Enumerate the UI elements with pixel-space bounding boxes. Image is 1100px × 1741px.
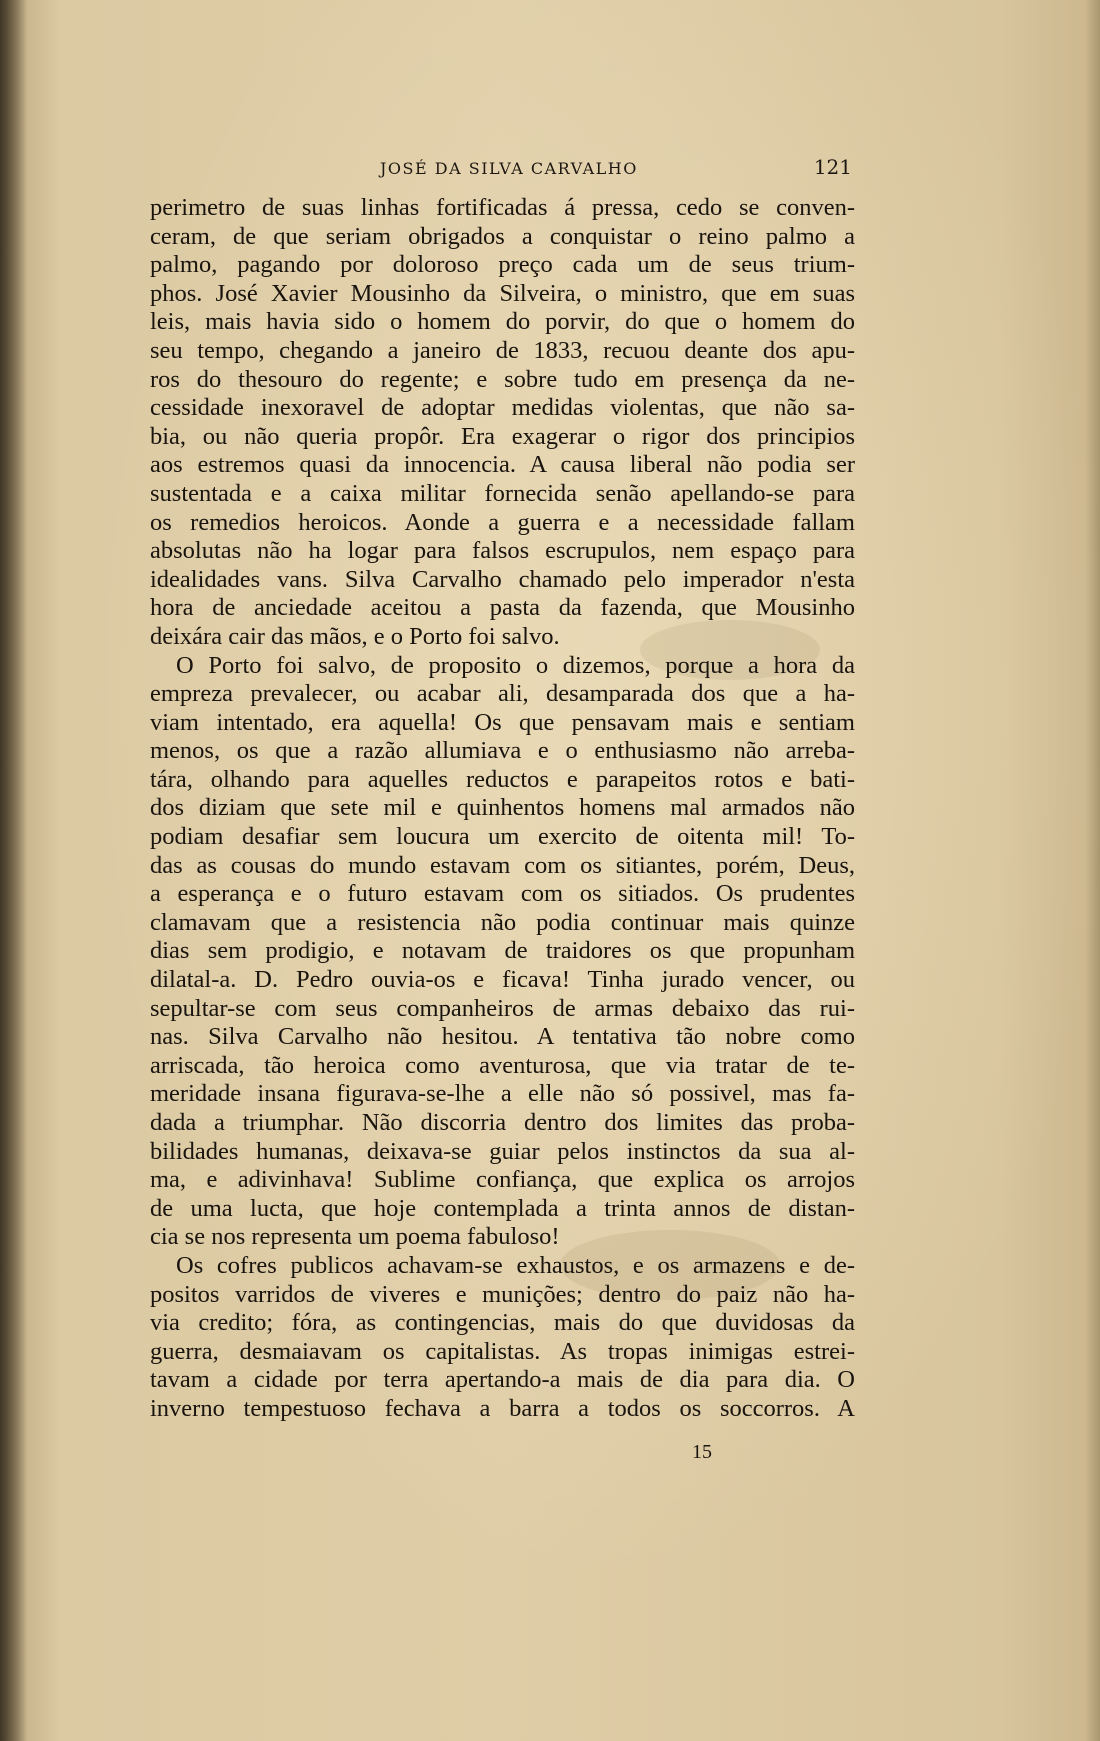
text-line: perimetro de suas linhas fortificadas á pressa, cedo se conven-	[150, 194, 855, 221]
spine-shadow	[0, 0, 28, 1741]
text-line: via credito; fóra, as contingencias, mais do que duvidosas da	[150, 1309, 855, 1337]
text-line: clamavam que a resistencia não podia continuar mais quinze	[150, 908, 855, 936]
text-line: seu tempo, chegando a janeiro de 1833, recuou deante dos apu-	[150, 336, 855, 364]
text-line: inverno tempestuoso fechava a barra a todos os soccorros. A	[150, 1394, 855, 1422]
text-line: dos diziam que sete mil e quinhentos homens mal armados não	[150, 794, 855, 822]
text-line: dias sem prodigio, e notavam de traidores os que propunham	[150, 937, 855, 965]
text-line: idealidades vans. Silva Carvalho chamado pelo imperador n'esta	[150, 565, 855, 593]
text-line: positos varridos de viveres e munições; dentro do paiz não ha-	[150, 1280, 855, 1308]
text-line: meridade insana figurava-se-lhe a elle não só possivel, mas fa-	[150, 1080, 855, 1108]
text-line: podiam desafiar sem loucura um exercito de oitenta mil! To-	[150, 823, 855, 851]
text-line: menos, os que a razão allumiava e o enthusiasmo não arreba-	[150, 737, 855, 765]
text-line: ma, e adivinhava! Sublime confiança, que explica os arrojos	[150, 1166, 855, 1194]
text-line: dada a triumphar. Não discorria dentro dos limites das proba-	[150, 1109, 855, 1136]
text-line: empreza prevalecer, ou acabar ali, desamparada dos que a ha-	[150, 680, 855, 708]
text-line: aos estremos quasi da innocencia. A causa liberal não podia ser	[150, 451, 855, 479]
text-line: sustentada e a caixa militar fornecida senão apellando-se para	[150, 479, 855, 507]
page-number: 121	[813, 155, 852, 179]
text-line: das as cousas do mundo estavam com os sitiantes, porém, Deus,	[150, 851, 855, 879]
text-line: cia se nos representa um poema fabuloso!	[150, 1223, 560, 1251]
text-line: cessidade inexoravel de adoptar medidas violentas, que não sa-	[150, 394, 855, 422]
text-line: O Porto foi salvo, de proposito o dizemos, porque a hora da	[176, 651, 855, 679]
text-line: bia, ou não queria propôr. Era exagerar o rigor dos principios	[150, 422, 855, 450]
text-line: deixára cair das mãos, e o Porto foi salvo.	[150, 622, 560, 650]
text-line: viam intentado, era aquella! Os que pensavam mais e sentiam	[150, 708, 855, 736]
text-line: Os cofres publicos achavam-se exhaustos, e os armazens e de-	[176, 1251, 855, 1279]
text-line: absolutas não ha logar para falsos escrupulos, nem espaço para	[150, 537, 855, 565]
running-title: JOSÉ DA SILVA CARVALHO	[380, 159, 638, 178]
text-line: hora de anciedade aceitou a pasta da fazenda, que Mousinho	[150, 594, 855, 622]
text-line: arriscada, tão heroica como aventurosa, que via tratar de te-	[150, 1051, 855, 1079]
text-line: ceram, de que seriam obrigados a conquistar o reino palmo a	[150, 222, 855, 250]
text-line: leis, mais havia sido o homem do porvir, do que o homem do	[150, 308, 855, 336]
body-text	[150, 194, 855, 1424]
running-head	[150, 155, 855, 185]
text-line: sepultar-se com seus companheiros de armas debaixo das rui-	[150, 994, 855, 1022]
text-line: nas. Silva Carvalho não hesitou. A tentativa tão nobre como	[150, 1023, 855, 1051]
text-line: guerra, desmaiavam os capitalistas. As tropas inimigas estrei-	[150, 1337, 855, 1365]
text-line: dilatal-a. D. Pedro ouvia-os e ficava! Tinha jurado vencer, ou	[150, 966, 855, 994]
text-line: palmo, pagando por doloroso preço cada um de seus trium-	[150, 251, 855, 279]
text-line: bilidades humanas, deixava-se guiar pelos instinctos da sua al-	[150, 1137, 855, 1165]
text-line: phos. José Xavier Mousinho da Silveira, o ministro, que em suas	[150, 279, 855, 307]
text-line: tavam a cidade por terra apertando-a mais de dia para dia. O	[150, 1366, 855, 1394]
text-line: ros do thesouro do regente; e sobre tudo em presença da ne-	[150, 365, 855, 393]
text-line: de uma lucta, que hoje contemplada a trinta annos de distan-	[150, 1194, 855, 1222]
text-line: tára, olhando para aquelles reductos e parapeitos rotos e bati-	[150, 765, 855, 793]
text-line: os remedios heroicos. Aonde a guerra e a necessidade fallam	[150, 508, 855, 536]
text-line: a esperança e o futuro estavam com os sitiados. Os prudentes	[150, 880, 855, 908]
signature-mark: 15	[692, 1441, 712, 1463]
